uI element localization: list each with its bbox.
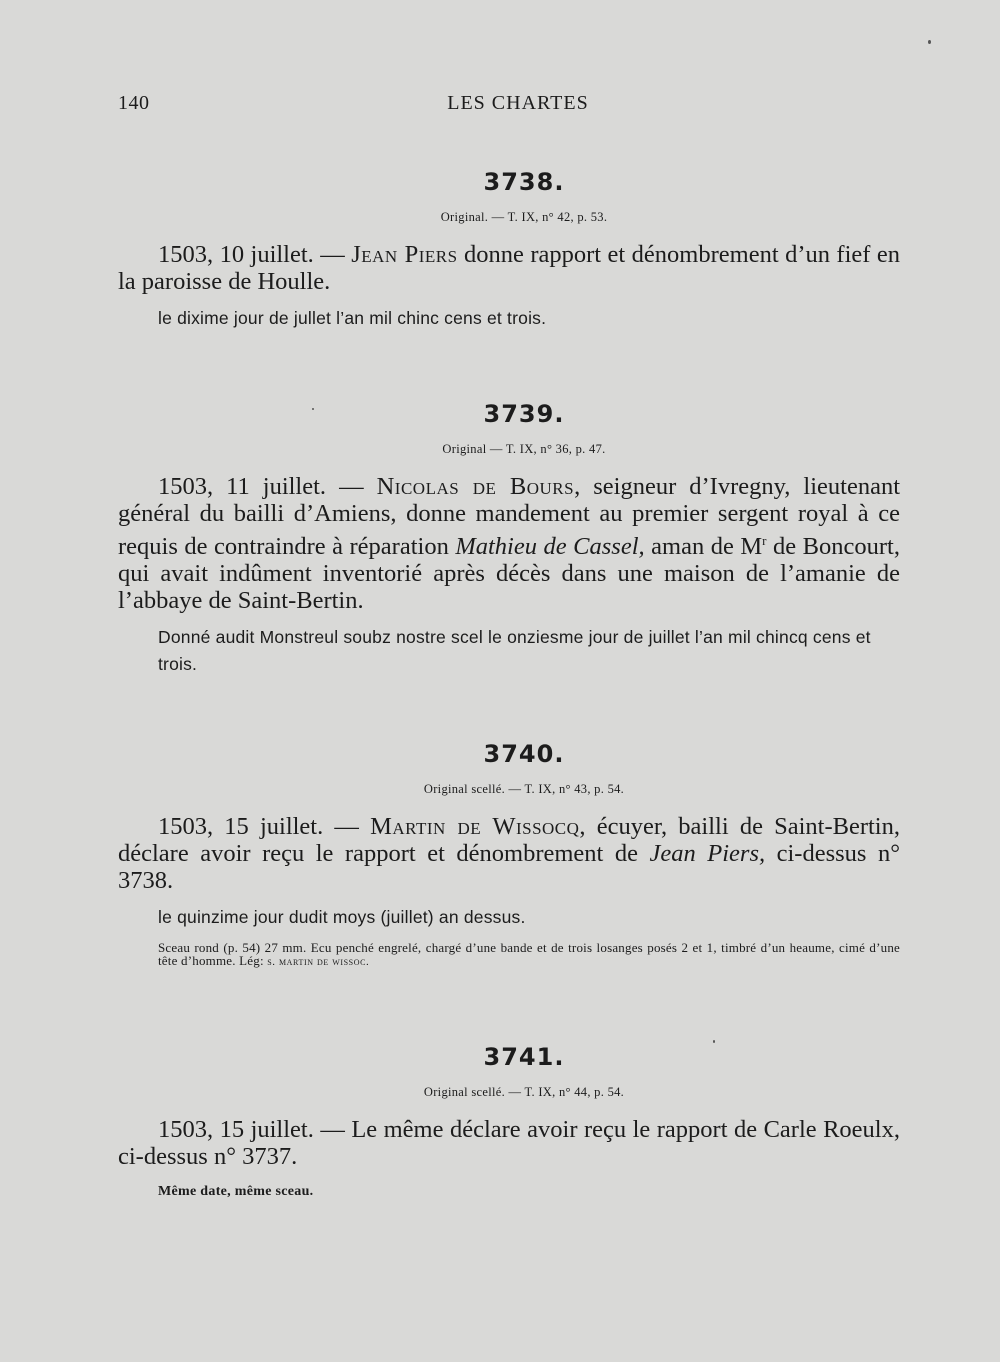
analysis-text: , seigneur d’Ivregny, lieutenant général du bailli d’Amiens, donne mandement au premier sergent royal à ce requis de contraindre à réparation <box>118 473 901 561</box>
running-title: LES CHARTES <box>447 92 589 114</box>
seal-text: Sceau rond (p. 54) 27 mm. Ecu penché engrelé, chargé d’une bande et de trois losanges posés 2 et 1, timbré d’un heaume, cimé d’une tête d’homme. Lég: <box>158 940 900 968</box>
source-reference: Original scellé. — T. IX, n° 43, p. 54. <box>423 782 625 796</box>
analysis-text: de Boncourt, qui avait indûment inventorié après décès dans une maison de l’amanie de l’abbaye de Saint-Bertin. <box>118 533 900 615</box>
running-head <box>118 92 898 122</box>
entry-number: 3740. <box>483 740 565 768</box>
analysis-text: Le même déclare avoir reçu le rapport de Carle Roeulx, ci-dessus n° 3737. <box>118 1116 900 1170</box>
italic-name: Jean Piers, <box>649 840 766 867</box>
person-name: Nicolas de Bours <box>376 473 575 500</box>
italic-name: Mathieu de Cassel, <box>455 533 645 561</box>
entry-number: 3741. <box>483 1043 565 1071</box>
source-reference: Original scellé. — T. IX, n° 44, p. 54. <box>423 1085 625 1099</box>
ink-speck <box>928 40 931 44</box>
entry-analysis <box>118 241 900 295</box>
entry-date: 1503, 15 juillet. — <box>158 1116 352 1143</box>
analysis-text: , écuyer, bailli de Saint-Bertin, déclare avoir reçu le rapport et dénombrement de <box>118 813 900 867</box>
source-reference: Original — T. IX, n° 36, p. 47. <box>442 442 606 456</box>
document-excerpt: le dixime jour de jullet l’an mil chinc cens et trois. <box>158 308 547 328</box>
entry-date: 1503, 15 juillet. — <box>158 813 371 840</box>
entry-analysis <box>118 1116 900 1170</box>
entry-date: 1503, 10 juillet. — <box>158 241 352 268</box>
superscript: r <box>762 533 767 548</box>
entry-3739 <box>118 400 900 678</box>
document-excerpt: Donné audit Monstreul soubz nostre scel le onziesme jour de juillet l’an mil chincq cens et trois. <box>158 627 871 675</box>
entry-number: 3739. <box>483 400 565 428</box>
seal-description <box>118 941 900 969</box>
entry-3738 <box>118 168 900 332</box>
entry-analysis <box>118 813 900 894</box>
document-excerpt: le quinzime jour dudit moys (juillet) an dessus. <box>158 907 526 927</box>
person-name: Martin de Wissocq <box>370 813 580 840</box>
person-name: Jean Piers <box>351 241 458 268</box>
entry-number: 3738. <box>483 168 565 196</box>
entry-date: 1503, 11 juillet. — <box>158 473 377 500</box>
analysis-text: donne rapport et dénombrement d’un fief en la paroisse de Houlle. <box>118 241 900 295</box>
analysis-text: ci-dessus n° 3738. <box>118 840 900 894</box>
entry-3741 <box>118 1043 900 1200</box>
seal-legend: s. martin de wissoc. <box>267 956 370 968</box>
seal-note: Même date, même sceau. <box>158 1184 314 1199</box>
analysis-text: aman de M <box>644 533 763 561</box>
page-number: 140 <box>118 92 150 114</box>
source-reference: Original. — T. IX, n° 42, p. 53. <box>440 210 608 224</box>
entry-analysis <box>118 473 900 614</box>
entry-3740 <box>118 740 900 969</box>
